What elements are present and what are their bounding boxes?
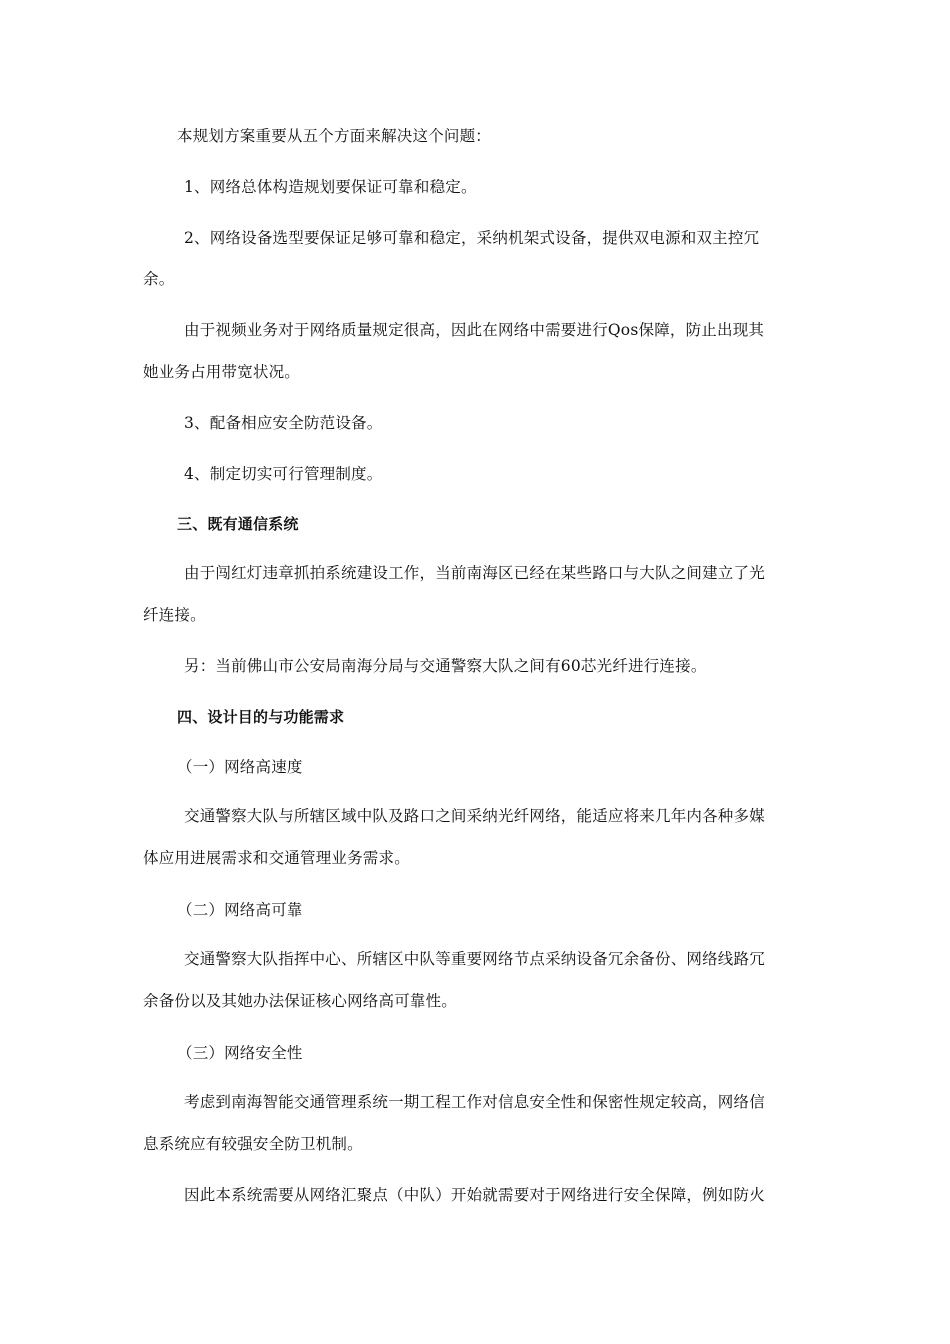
subheading-1: （一）网络高速度 xyxy=(177,758,303,776)
qos-paragraph-line-1: 由于视频业务对于网络质量规定很高，因此在网络中需要进行Qos保障，防止出现其 xyxy=(184,321,765,339)
speed-paragraph-line-2: 体应用进展需求和交通管理业务需求。 xyxy=(143,849,410,867)
list-item-2-line-1: 2、网络设备选型要保证足够可靠和稳定，采纳机架式设备，提供双电源和双主控冗 xyxy=(184,229,760,247)
qos-paragraph-line-2: 她业务占用带宽状况。 xyxy=(143,363,301,381)
list-item-3: 3、配备相应安全防范设备。 xyxy=(184,414,383,432)
speed-paragraph-line-1: 交通警察大队与所辖区域中队及路口之间采纳光纤网络，能适应将来几年内各种多媒 xyxy=(184,807,765,825)
list-item-4: 4、制定切实可行管理制度。 xyxy=(184,465,383,483)
security-paragraph-line-1: 考虑到南海智能交通管理系统一期工程工作对信息安全性和保密性规定较高，网络信 xyxy=(184,1093,765,1111)
list-item-1: 1、网络总体构造规划要保证可靠和稳定。 xyxy=(184,178,477,196)
section-heading-3: 三、既有通信系统 xyxy=(177,515,299,533)
section-heading-4: 四、设计目的与功能需求 xyxy=(177,708,345,726)
existing-system-line-1: 由于闯红灯违章抓拍系统建设工作，当前南海区已经在某些路口与大队之间建立了光 xyxy=(184,564,765,582)
list-item-2-line-2: 余。 xyxy=(143,270,175,288)
reliability-paragraph-line-2: 余备份以及其她办法保证核心网络高可靠性。 xyxy=(143,992,458,1010)
intro-paragraph: 本规划方案重要从五个方面来解决这个问题： xyxy=(177,127,492,145)
security-paragraph-line-2: 息系统应有较强安全防卫机制。 xyxy=(143,1135,363,1153)
reliability-paragraph-line-1: 交通警察大队指挥中心、所辖区中队等重要网络节点采纳设备冗余备份、网络线路冗 xyxy=(184,950,765,968)
existing-system-line-2: 纤连接。 xyxy=(143,606,206,624)
security-followup-line-1: 因此本系统需要从网络汇聚点（中队）开始就需要对于网络进行安全保障，例如防火 xyxy=(184,1186,765,1204)
fiber-note: 另：当前佛山市公安局南海分局与交通警察大队之间有60芯光纤进行连接。 xyxy=(184,657,707,675)
subheading-3: （三）网络安全性 xyxy=(177,1044,303,1062)
subheading-2: （二）网络高可靠 xyxy=(177,901,303,919)
